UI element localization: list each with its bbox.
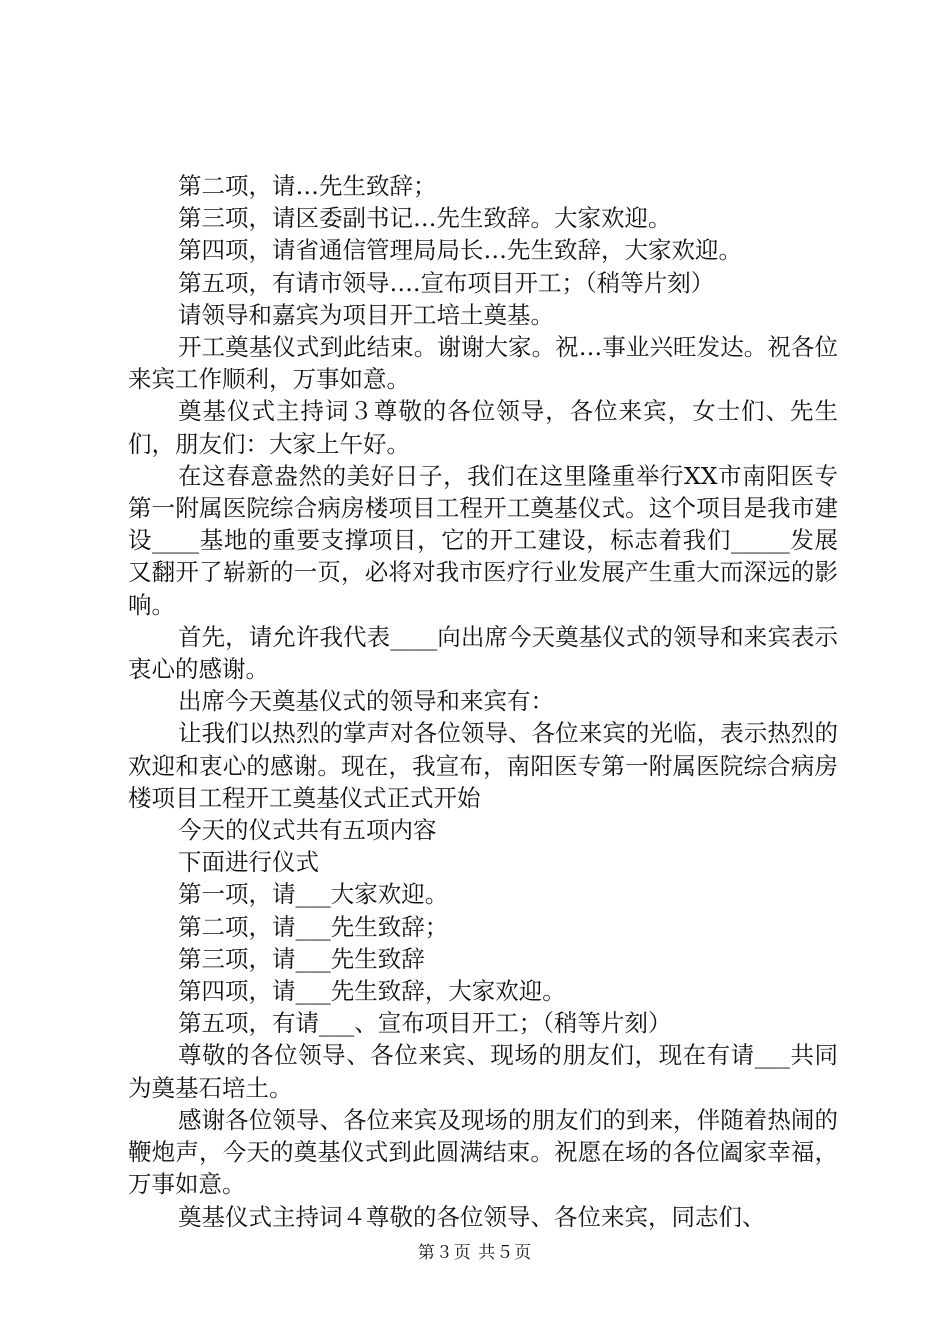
paragraph: 第三项，请区委副书记…先生致辞。大家欢迎。 (178, 204, 672, 233)
page-footer: 第３页 共５页 (417, 1243, 533, 1263)
paragraph: 下面进行仪式 (178, 848, 319, 877)
paragraph: 在这春意盎然的美好日子，我们在这里隆重举行XX市南阳医专第一附属医院综合病房楼项目工程开工奠基仪式。这个项目是我市建设____基地的重要支撑项目，它的开工建设，标志着我们_____发展又翻开了崭新的一页，必将对我市医疗行业发展产生重大而深远的影响。 (128, 461, 838, 619)
paragraph: 第四项，请省通信管理局局长…先生致辞，大家欢迎。 (178, 236, 742, 265)
paragraph: 出席今天奠基仪式的领导和来宾有： (178, 687, 554, 716)
paragraph: 开工奠基仪式到此结束。谢谢大家。祝…事业兴旺发达。祝各位来宾工作顺利，万事如意。 (128, 333, 838, 394)
paragraph: 奠基仪式主持词４尊敬的各位领导、各位来宾，同志们、 (178, 1202, 766, 1231)
paragraph: 尊敬的各位领导、各位来宾、现场的朋友们，现在有请___共同为奠基石培土。 (128, 1041, 838, 1102)
paragraph: 第五项，有请___、宣布项目开工；（稍等片刻） (178, 1009, 672, 1038)
paragraph: 感谢各位领导、各位来宾及现场的朋友们的到来，伴随着热闹的鞭炮声，今天的奠基仪式到此圆满结束。祝愿在场的各位阖家幸福，万事如意。 (128, 1105, 838, 1199)
paragraph: 首先，请允许我代表____向出席今天奠基仪式的领导和来宾表示衷心的感谢。 (128, 622, 838, 684)
paragraph: 第三项，请___先生致辞 (178, 944, 425, 973)
paragraph: 第二项，请___先生致辞； (178, 912, 449, 941)
document-body (128, 170, 838, 1233)
paragraph: 请领导和嘉宾为项目开工培土奠基。 (178, 300, 554, 329)
paragraph: 奠基仪式主持词３尊敬的各位领导，各位来宾，女士们、先生们，朋友们：大家上午好。 (128, 397, 838, 458)
paragraph: 今天的仪式共有五项内容 (178, 816, 437, 845)
paragraph: 第二项，请…先生致辞； (178, 172, 437, 200)
paragraph: 让我们以热烈的掌声对各位领导、各位来宾的光临，表示热烈的欢迎和衷心的感谢。现在，我宣布，南阳医专第一附属医院综合病房楼项目工程开工奠基仪式正式开始 (128, 719, 838, 812)
paragraph: 第四项，请___先生致辞，大家欢迎。 (178, 977, 566, 1006)
paragraph: 第五项，有请市领导….宣布项目开工；（稍等片刻） (178, 268, 715, 297)
paragraph: 第一项，请___大家欢迎。 (178, 880, 449, 909)
